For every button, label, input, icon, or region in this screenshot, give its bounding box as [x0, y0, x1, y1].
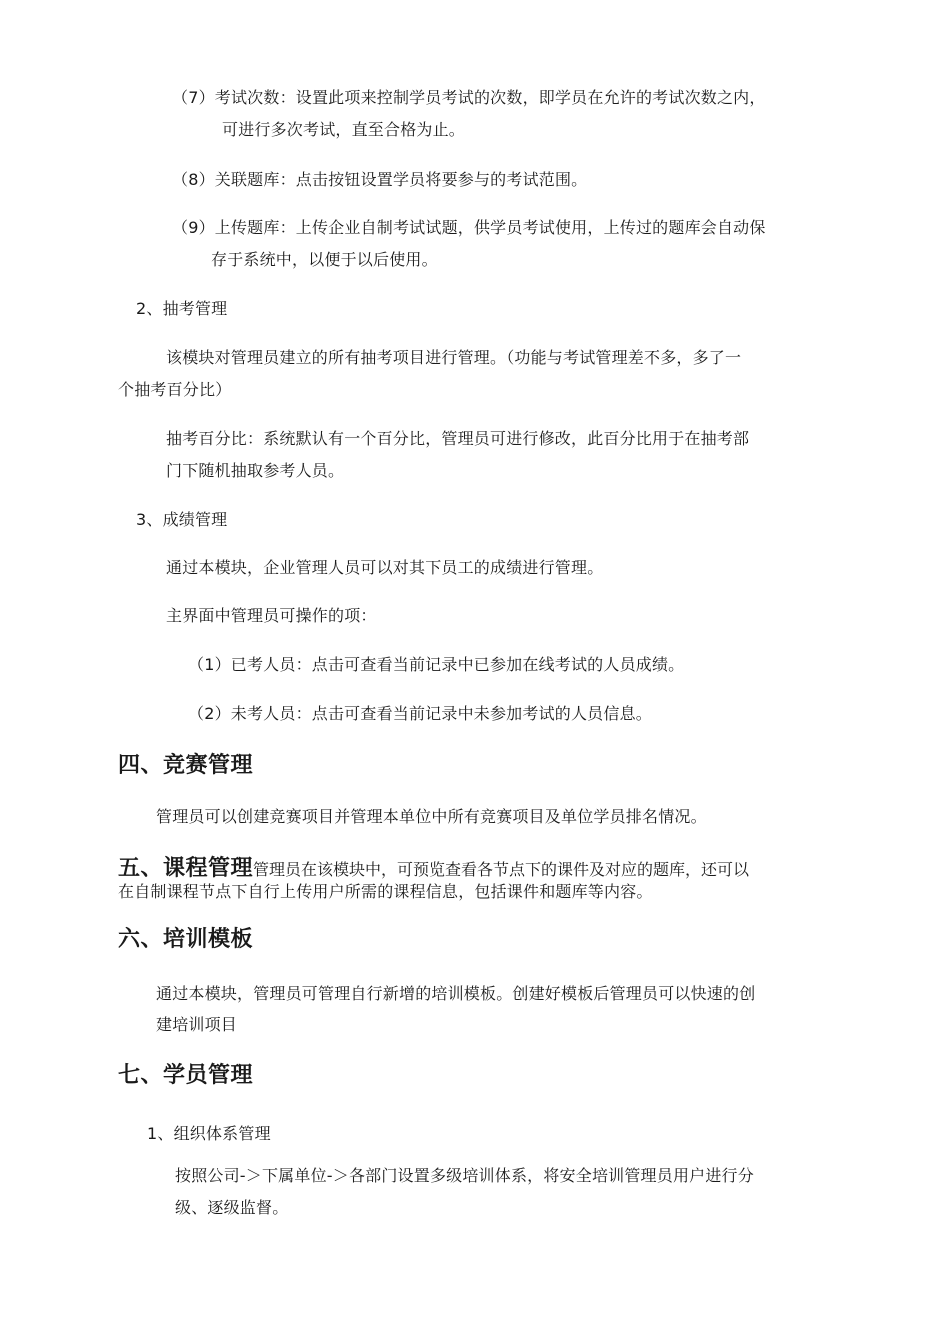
section-3-heading: 3、成绩管理 — [136, 510, 228, 529]
section-2-heading: 2、抽考管理 — [136, 299, 228, 318]
item-8: （8）关联题库：点击按钮设置学员将要参与的考试范围。 — [172, 170, 588, 189]
heading-5-paragraph-line-2: 在自制课程节点下自行上传用户所需的课程信息，包括课件和题库等内容。 — [118, 882, 653, 901]
heading-7-paragraph-line-1: 按照公司-＞下属单位-＞各部门设置多级培训体系，将安全培训管理员用户进行分 — [175, 1166, 754, 1185]
item-9-line-2: 存于系统中，以便于以后使用。 — [211, 250, 438, 269]
heading-7-subheading: 1、组织体系管理 — [147, 1124, 271, 1143]
item-7-line-1: （7）考试次数：设置此项来控制学员考试的次数，即学员在允许的考试次数之内， — [172, 88, 766, 107]
heading-6: 六、培训模板 — [118, 927, 254, 952]
heading-5-line — [118, 857, 749, 882]
heading-6-paragraph-line-2: 建培训项目 — [156, 1015, 238, 1034]
section-3-item-2: （2）未考人员：点击可查看当前记录中未参加考试的人员信息。 — [188, 704, 652, 723]
heading-7: 七、学员管理 — [118, 1063, 254, 1088]
heading-4: 四、竞赛管理 — [118, 753, 254, 778]
section-3-paragraph-1: 通过本模块，企业管理人员可以对其下员工的成绩进行管理。 — [166, 558, 604, 577]
section-3-item-1: （1）已考人员：点击可查看当前记录中已参加在线考试的人员成绩。 — [188, 655, 685, 674]
heading-5: 五、课程管理 — [118, 856, 254, 881]
item-9-line-1: （9）上传题库：上传企业自制考试试题，供学员考试使用，上传过的题库会自动保 — [172, 218, 766, 237]
heading-5-paragraph-line-1: 管理员在该模块中，可预览查看各节点下的课件及对应的题库，还可以 — [253, 860, 750, 879]
section-2-paragraph-2-line-1: 抽考百分比：系统默认有一个百分比，管理员可进行修改，此百分比用于在抽考部 — [166, 429, 750, 448]
heading-4-paragraph: 管理员可以创建竞赛项目并管理本单位中所有竞赛项目及单位学员排名情况。 — [156, 807, 707, 826]
item-7-line-2: 可进行多次考试，直至合格为止。 — [222, 120, 466, 139]
section-3-paragraph-2: 主界面中管理员可操作的项： — [166, 606, 377, 625]
heading-6-paragraph-line-1: 通过本模块，管理员可管理自行新增的培训模板。创建好模板后管理员可以快速的创 — [156, 984, 756, 1003]
heading-7-paragraph-line-2: 级、逐级监督。 — [175, 1198, 289, 1217]
section-2-paragraph-1-line-2: 个抽考百分比） — [118, 380, 232, 399]
section-2-paragraph-1-line-1: 该模块对管理员建立的所有抽考项目进行管理。（功能与考试管理差不多，多了一 — [166, 348, 742, 367]
section-2-paragraph-2-line-2: 门下随机抽取参考人员。 — [166, 461, 345, 480]
